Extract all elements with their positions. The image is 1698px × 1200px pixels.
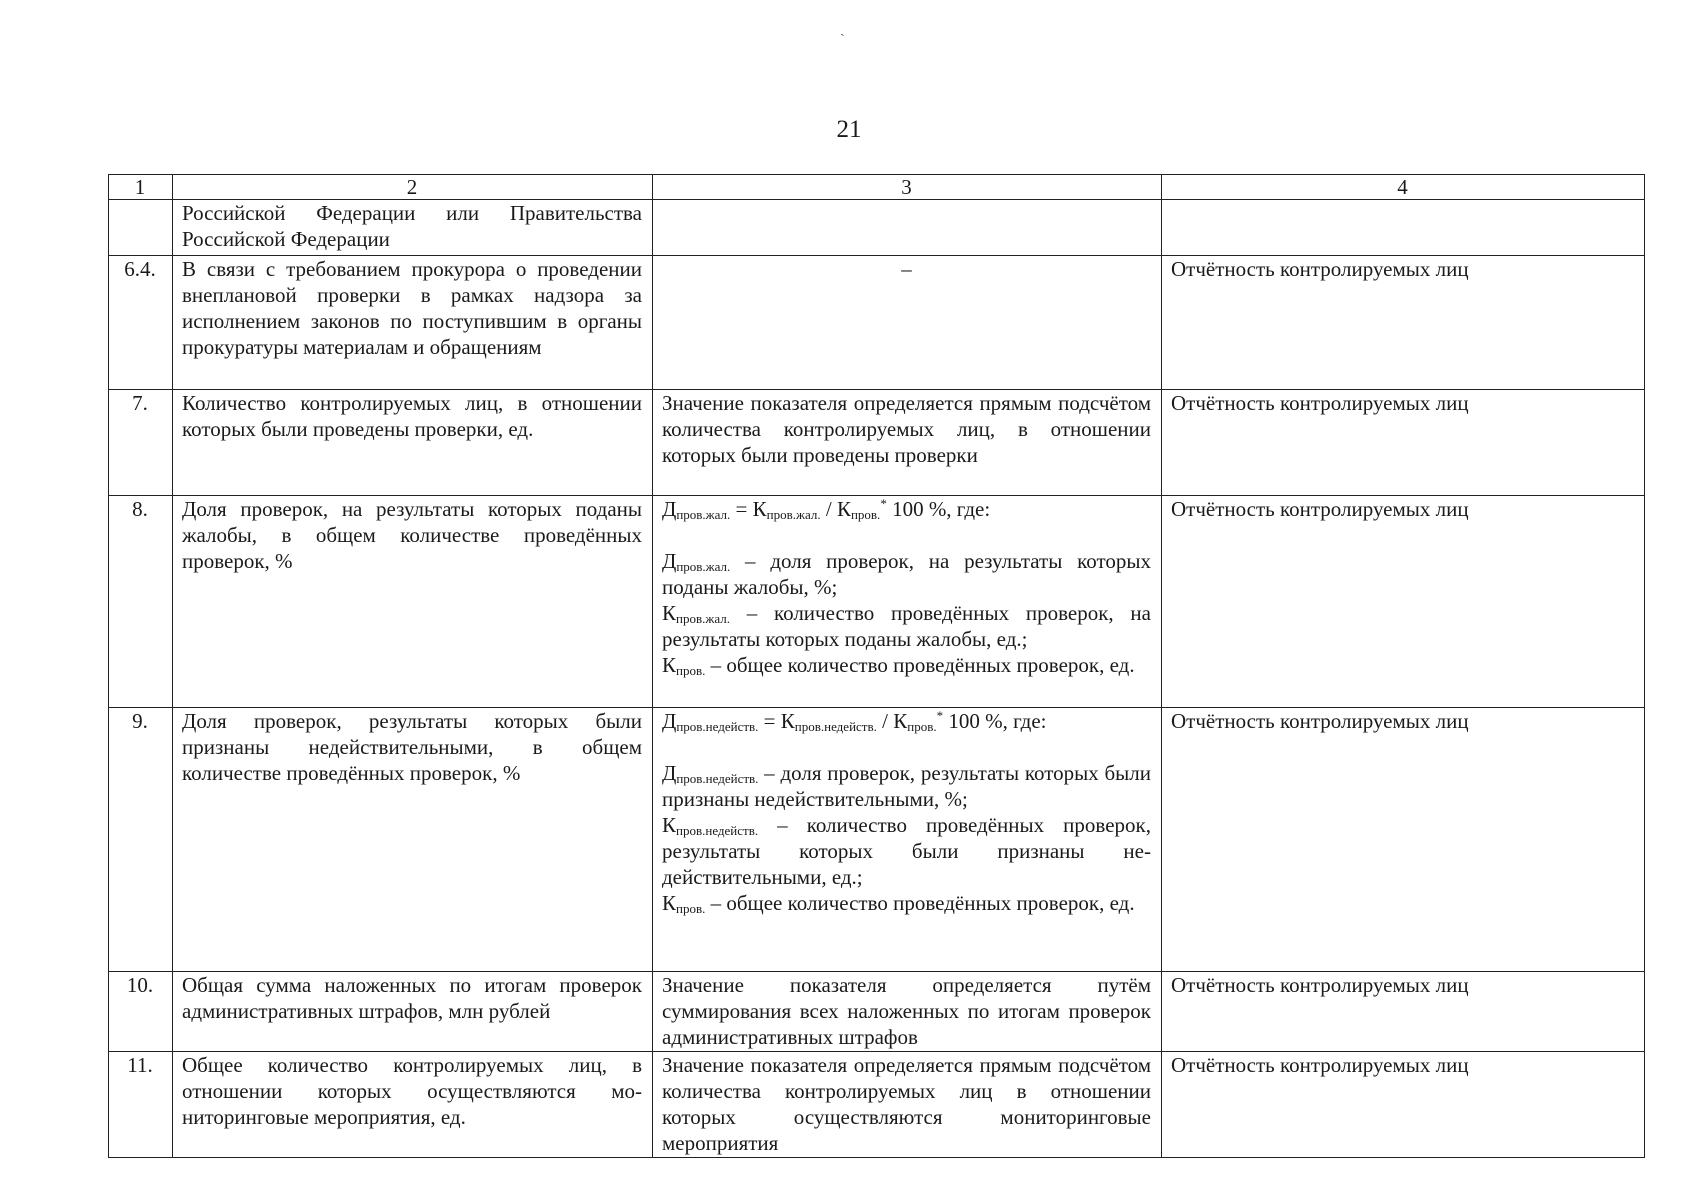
indicator-cell: Российской Федерации или Правительства Российской Федерации <box>173 200 653 256</box>
source-cell: Отчётность контролируемых лиц <box>1162 972 1645 1052</box>
table-row <box>109 256 1645 390</box>
formula-definition: $К_{пров.недейств.}$ – количество проведённых проверок, результаты которых были признаны недействительными, ед.; <box>662 813 1151 889</box>
method-cell: Значение показателя определяется прямым подсчётом количества контролируемых лиц, в отношении которых были проведены проверки <box>653 390 1162 496</box>
method-cell <box>653 708 1162 972</box>
column-number-4: 4 <box>1162 175 1645 200</box>
source-cell: Отчётность контролируемых лиц <box>1162 708 1645 972</box>
formula: $Д_{пров.жал.} = К_{пров.жал.} / К_{пров.}^*$ 100 %, где: <box>662 496 991 522</box>
indicator-cell: Количество контролируемых лиц, в отношении которых были проведены проверки, ед. <box>173 390 653 496</box>
formula-definition: $Д_{пров.жал.}$ – доля проверок, на результаты которых поданы жалобы, %; <box>662 549 1151 599</box>
formula-definition: $К_{пров.жал.}$ – количество проведённых проверок, на результаты которых поданы жалобы, ед.; <box>662 601 1151 651</box>
header-row <box>109 175 1645 200</box>
method-cell: – <box>653 256 1162 390</box>
method-cell <box>653 496 1162 708</box>
indicator-cell: Доля проверок, результаты которых были признаны недействительными, в общем количестве проведённых проверок, % <box>173 708 653 972</box>
column-number-3: 3 <box>653 175 1162 200</box>
column-number-2: 2 <box>173 175 653 200</box>
source-cell: Отчётность контролируемых лиц <box>1162 256 1645 390</box>
formula: $Д_{пров.недейств.} = К_{пров.недейств.} / К_{пров.}^*$ 100 %, где: <box>662 708 1047 734</box>
table-row <box>109 708 1645 972</box>
row-number: 8. <box>109 496 173 708</box>
row-number: 7. <box>109 390 173 496</box>
method-cell <box>653 200 1162 256</box>
page-number: 21 <box>836 116 862 143</box>
scan-speck: ˏ <box>840 22 845 37</box>
source-cell: Отчётность контролируемых лиц <box>1162 1052 1645 1158</box>
table-row <box>109 496 1645 708</box>
formula-definition: $К_{пров.}$ – общее количество проведённых проверок, ед. <box>662 891 1135 916</box>
source-cell: Отчётность контролируемых лиц <box>1162 496 1645 708</box>
table-row <box>109 972 1645 1052</box>
row-number: 9. <box>109 708 173 972</box>
indicator-cell: Общая сумма наложенных по итогам проверок административных штрафов, млн рублей <box>173 972 653 1052</box>
indicator-cell: Доля проверок, на результаты которых поданы жалобы, в общем количестве проведённых проверок, % <box>173 496 653 708</box>
indicator-cell: Общее количество контролируемых лиц, в отношении которых осуществляются мониторинговые мероприятия, ед. <box>173 1052 653 1158</box>
method-cell: Значение показателя определяется путём суммирования всех наложенных по итогам проверок административных штрафов <box>653 972 1162 1052</box>
table-row <box>109 200 1645 256</box>
column-number-1: 1 <box>109 175 173 200</box>
source-cell: Отчётность контролируемых лиц <box>1162 390 1645 496</box>
indicators-table <box>108 174 1645 1158</box>
formula-definition: $К_{пров.}$ – общее количество проведённых проверок, ед. <box>662 653 1135 678</box>
row-number: 10. <box>109 972 173 1052</box>
method-cell: Значение показателя определяется прямым подсчётом количества контролируемых лиц в отношении которых осуществляются мониторинговые мероприятия <box>653 1052 1162 1158</box>
table-row <box>109 390 1645 496</box>
source-cell <box>1162 200 1645 256</box>
indicator-cell: В связи с требованием прокурора о проведении внеплановой проверки в рамках надзора за исполнением законов по поступившим в органы прокуратуры материалам и обращениям <box>173 256 653 390</box>
row-number <box>109 200 173 256</box>
table-row <box>109 1052 1645 1158</box>
formula-definition: $Д_{пров.недейств.}$ – доля проверок, результаты которых были признаны недействительными, %; <box>662 761 1151 811</box>
row-number: 6.4. <box>109 256 173 390</box>
row-number: 11. <box>109 1052 173 1158</box>
